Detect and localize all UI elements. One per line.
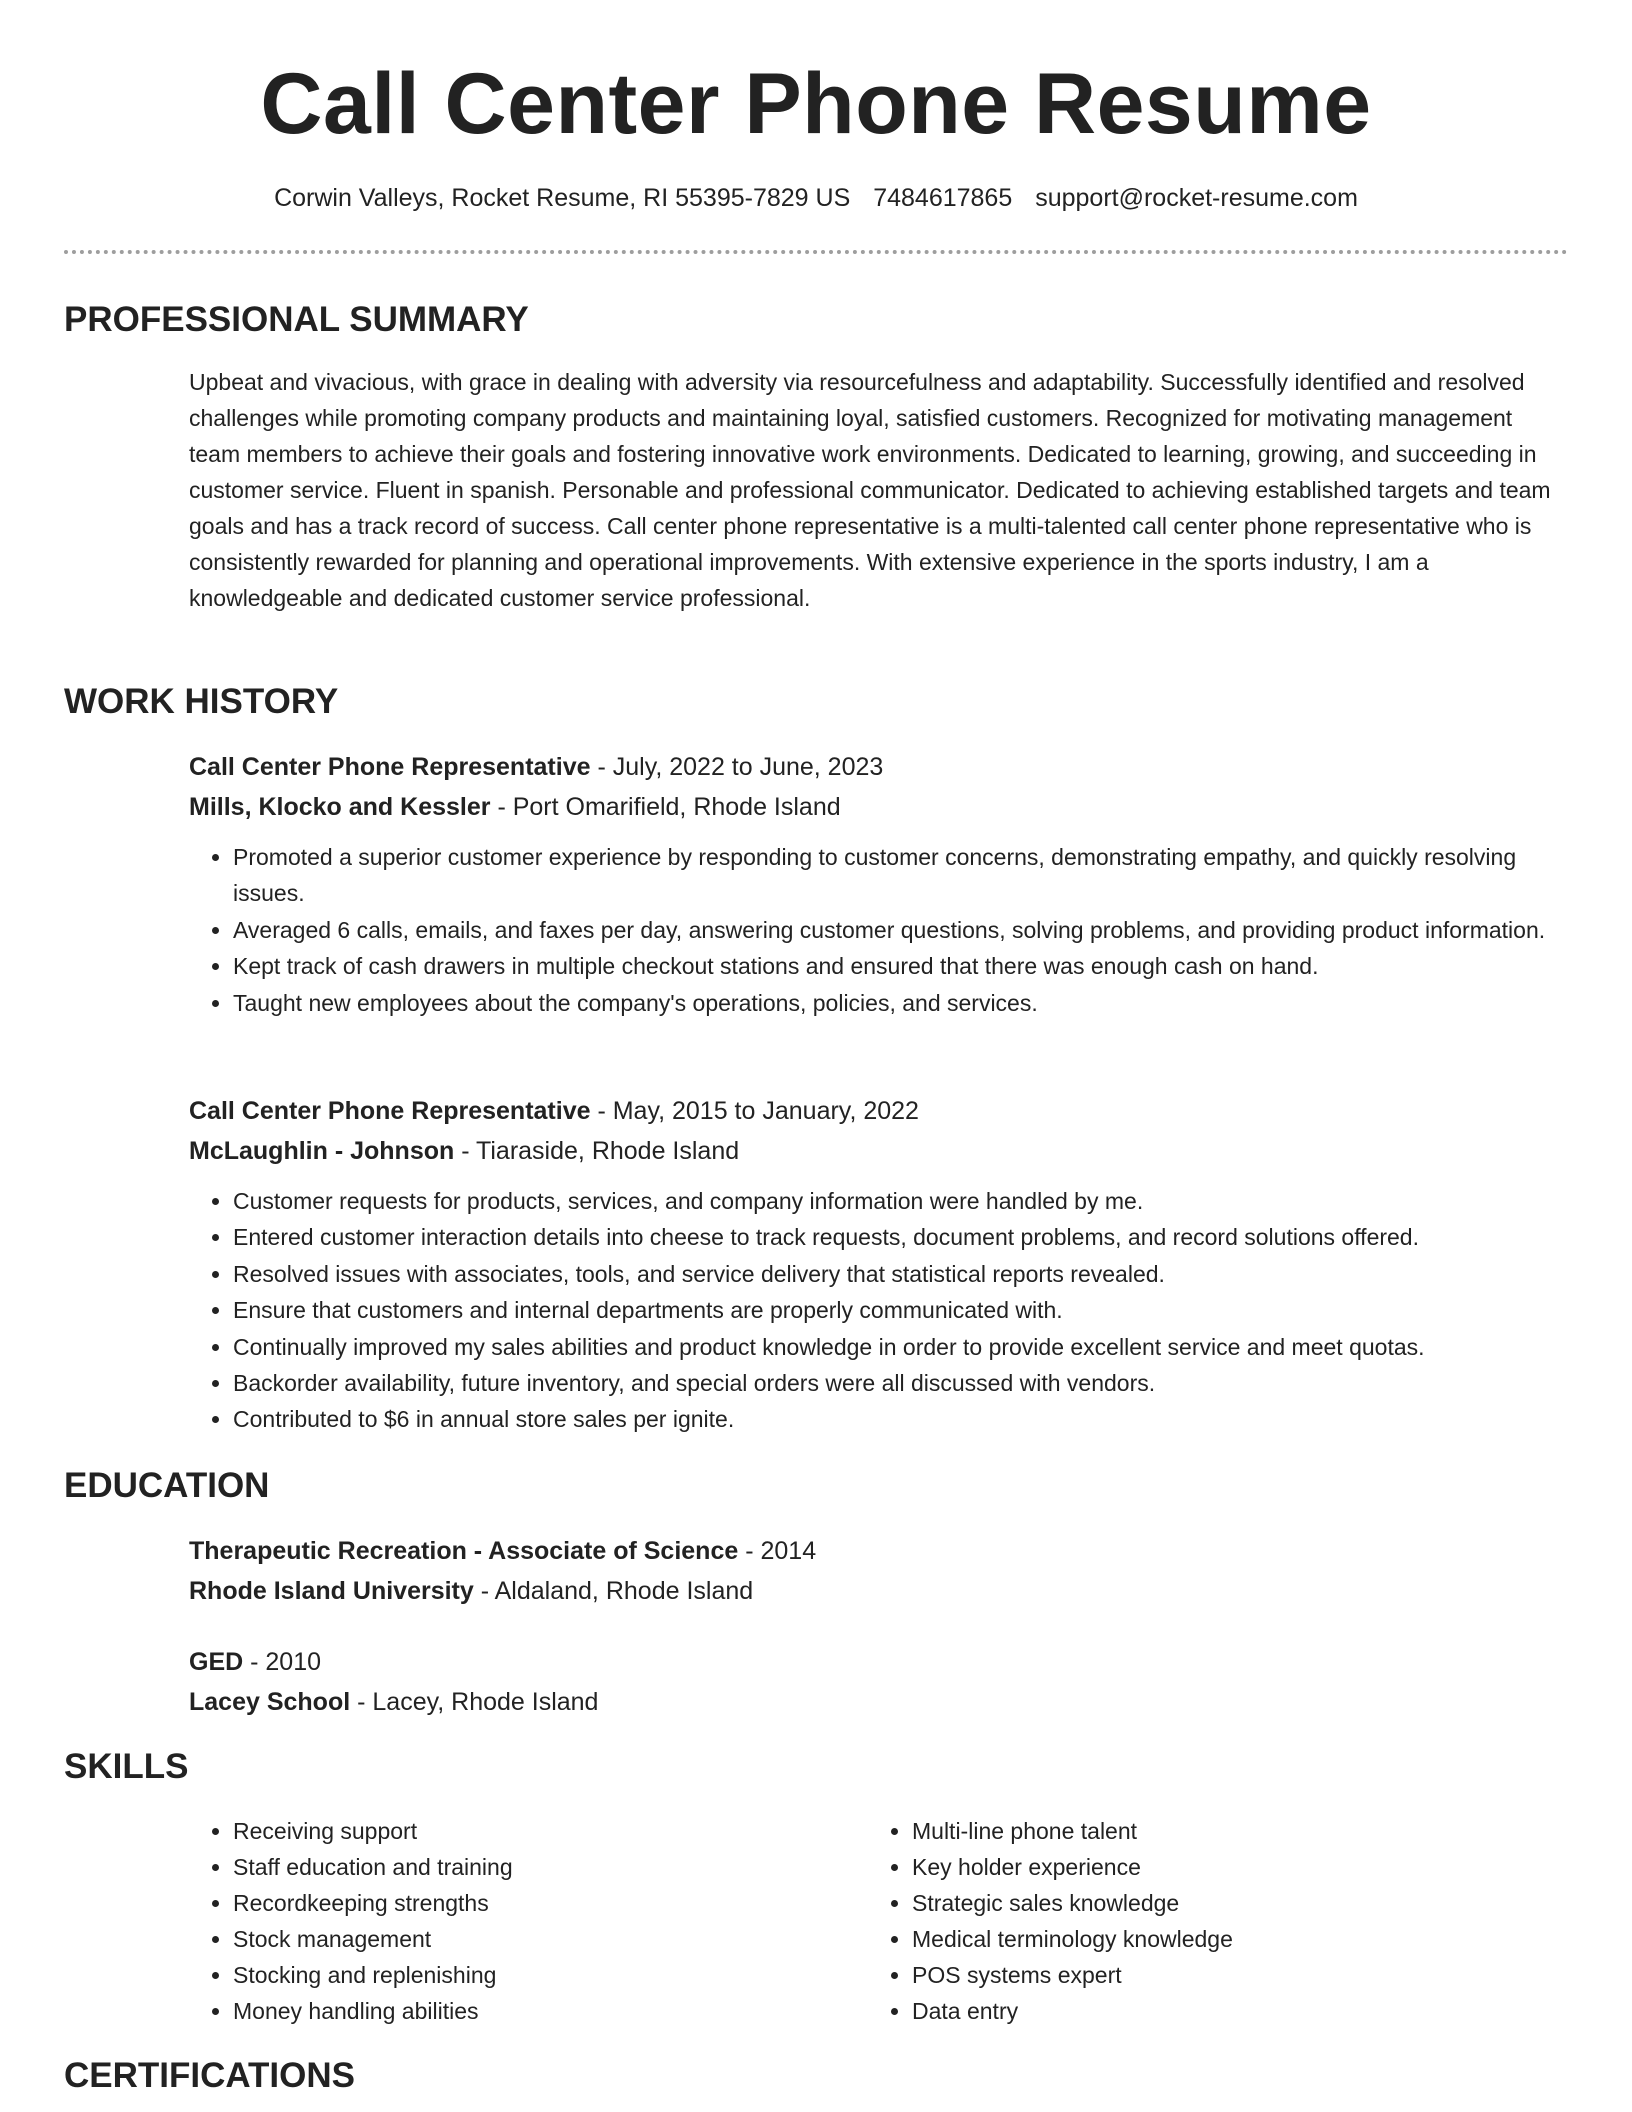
job-title-line (189, 1091, 1559, 1131)
skills-list (868, 1813, 1508, 2029)
job-entry (189, 1091, 1559, 1438)
job-location: - Tiaraside, Rhode Island (454, 1137, 740, 1165)
degree-line (189, 1531, 1559, 1571)
job-location: - Port Omarifield, Rhode Island (490, 793, 841, 821)
list-item: • Stock management (233, 1921, 829, 1957)
list-item: • Recordkeeping strengths (233, 1885, 829, 1921)
job-entry (189, 747, 1559, 1021)
job-duties (189, 839, 1559, 1021)
school-location: - Aldaland, Rhode Island (473, 1577, 754, 1605)
school-line (189, 1682, 1559, 1722)
work-history-heading: WORK HISTORY (64, 682, 339, 721)
job-title-line (189, 747, 1559, 787)
summary-text: Upbeat and vivacious, with grace in dealing with adversity via resourcefulness and adaptability. Successfully identified and resolved challenges while promoting company products and maintaining loyal, satisfied customers. Recognized for motivating management team members to achieve their goals and fostering innovative work environments. Dedicated to learning, growing, and succeeding in customer service. Fluent in spanish. Personable and professional communicator. Dedicated to achieving established targets and team goals and has a track record of success. Call center phone representative is a multi-talented call center phone representative who is consistently rewarded for planning and operational improvements. With extensive experience in the sports industry, I am a knowledgeable and dedicated customer service professional. (189, 369, 1551, 611)
contact-phone: 7484617865 (873, 184, 1013, 212)
list-item: • Medical terminology knowledge (912, 1921, 1508, 1957)
resume-name: Call Center Phone Resume (260, 56, 1372, 152)
degree-name: GED (189, 1648, 244, 1676)
skills-column-left (189, 1813, 829, 2029)
list-item: • Kept track of cash drawers in multiple checkout stations and ensured that there was enough cash on hand. (233, 948, 1559, 984)
list-item: • Entered customer interaction details into cheese to track requests, document problems, and record solutions offered. (233, 1219, 1559, 1255)
school-name: Rhode Island University (189, 1577, 474, 1605)
skills-column-right (868, 1813, 1508, 2029)
education-heading: EDUCATION (64, 1466, 270, 1505)
list-item: • Multi-line phone talent (912, 1813, 1508, 1849)
education-entry (189, 1531, 1559, 1611)
header-divider (64, 250, 1568, 254)
contact-address: Corwin Valleys, Rocket Resume, RI 55395-7829 US (274, 184, 851, 212)
list-item: • Taught new employees about the company's operations, policies, and services. (233, 985, 1559, 1021)
job-duties (189, 1183, 1559, 1438)
list-item: • Strategic sales knowledge (912, 1885, 1508, 1921)
education-entry (189, 1642, 1559, 1722)
list-item: • Averaged 6 calls, emails, and faxes per day, answering customer questions, solving problems, and providing product information. (233, 912, 1559, 948)
list-item: • Backorder availability, future inventory, and special orders were all discussed with vendors. (233, 1365, 1559, 1401)
list-item: • Key holder experience (912, 1849, 1508, 1885)
job-role: Call Center Phone Representative (189, 753, 591, 781)
list-item: • Data entry (912, 1993, 1508, 2029)
job-company-line (189, 787, 1559, 827)
skills-heading: SKILLS (64, 1747, 189, 1786)
job-company: McLaughlin - Johnson (189, 1137, 455, 1165)
job-dates: - May, 2015 to January, 2022 (590, 1097, 919, 1125)
list-item: • Continually improved my sales abilities and product knowledge in order to provide excellent service and meet quotas. (233, 1329, 1559, 1365)
degree-name: Therapeutic Recreation - Associate of Science (189, 1537, 739, 1565)
list-item: • Ensure that customers and internal departments are properly communicated with. (233, 1292, 1559, 1328)
list-item: • Staff education and training (233, 1849, 829, 1885)
list-item: • Receiving support (233, 1813, 829, 1849)
list-item: • Promoted a superior customer experience by responding to customer concerns, demonstrating empathy, and quickly resolving issues. (233, 839, 1559, 912)
list-item: • Stocking and replenishing (233, 1957, 829, 1993)
skills-list (189, 1813, 829, 2029)
degree-line (189, 1642, 1559, 1682)
list-item: • Customer requests for products, services, and company information were handled by me. (233, 1183, 1559, 1219)
contact-email: support@rocket-resume.com (1035, 184, 1358, 212)
job-dates: - July, 2022 to June, 2023 (590, 753, 884, 781)
list-item: • Resolved issues with associates, tools, and service delivery that statistical reports revealed. (233, 1256, 1559, 1292)
list-item: • Contributed to $6 in annual store sales per ignite. (233, 1401, 1559, 1437)
contact-line (0, 180, 1632, 216)
summary-heading: PROFESSIONAL SUMMARY (64, 300, 529, 339)
school-location: - Lacey, Rhode Island (350, 1688, 599, 1716)
list-item: • POS systems expert (912, 1957, 1508, 1993)
job-role: Call Center Phone Representative (189, 1097, 591, 1125)
certifications-heading: CERTIFICATIONS (64, 2056, 356, 2095)
degree-year: - 2010 (243, 1648, 322, 1676)
degree-year: - 2014 (738, 1537, 817, 1565)
job-company: Mills, Klocko and Kessler (189, 793, 491, 821)
school-name: Lacey School (189, 1688, 351, 1716)
job-company-line (189, 1131, 1559, 1171)
list-item: • Money handling abilities (233, 1993, 829, 2029)
school-line (189, 1571, 1559, 1611)
